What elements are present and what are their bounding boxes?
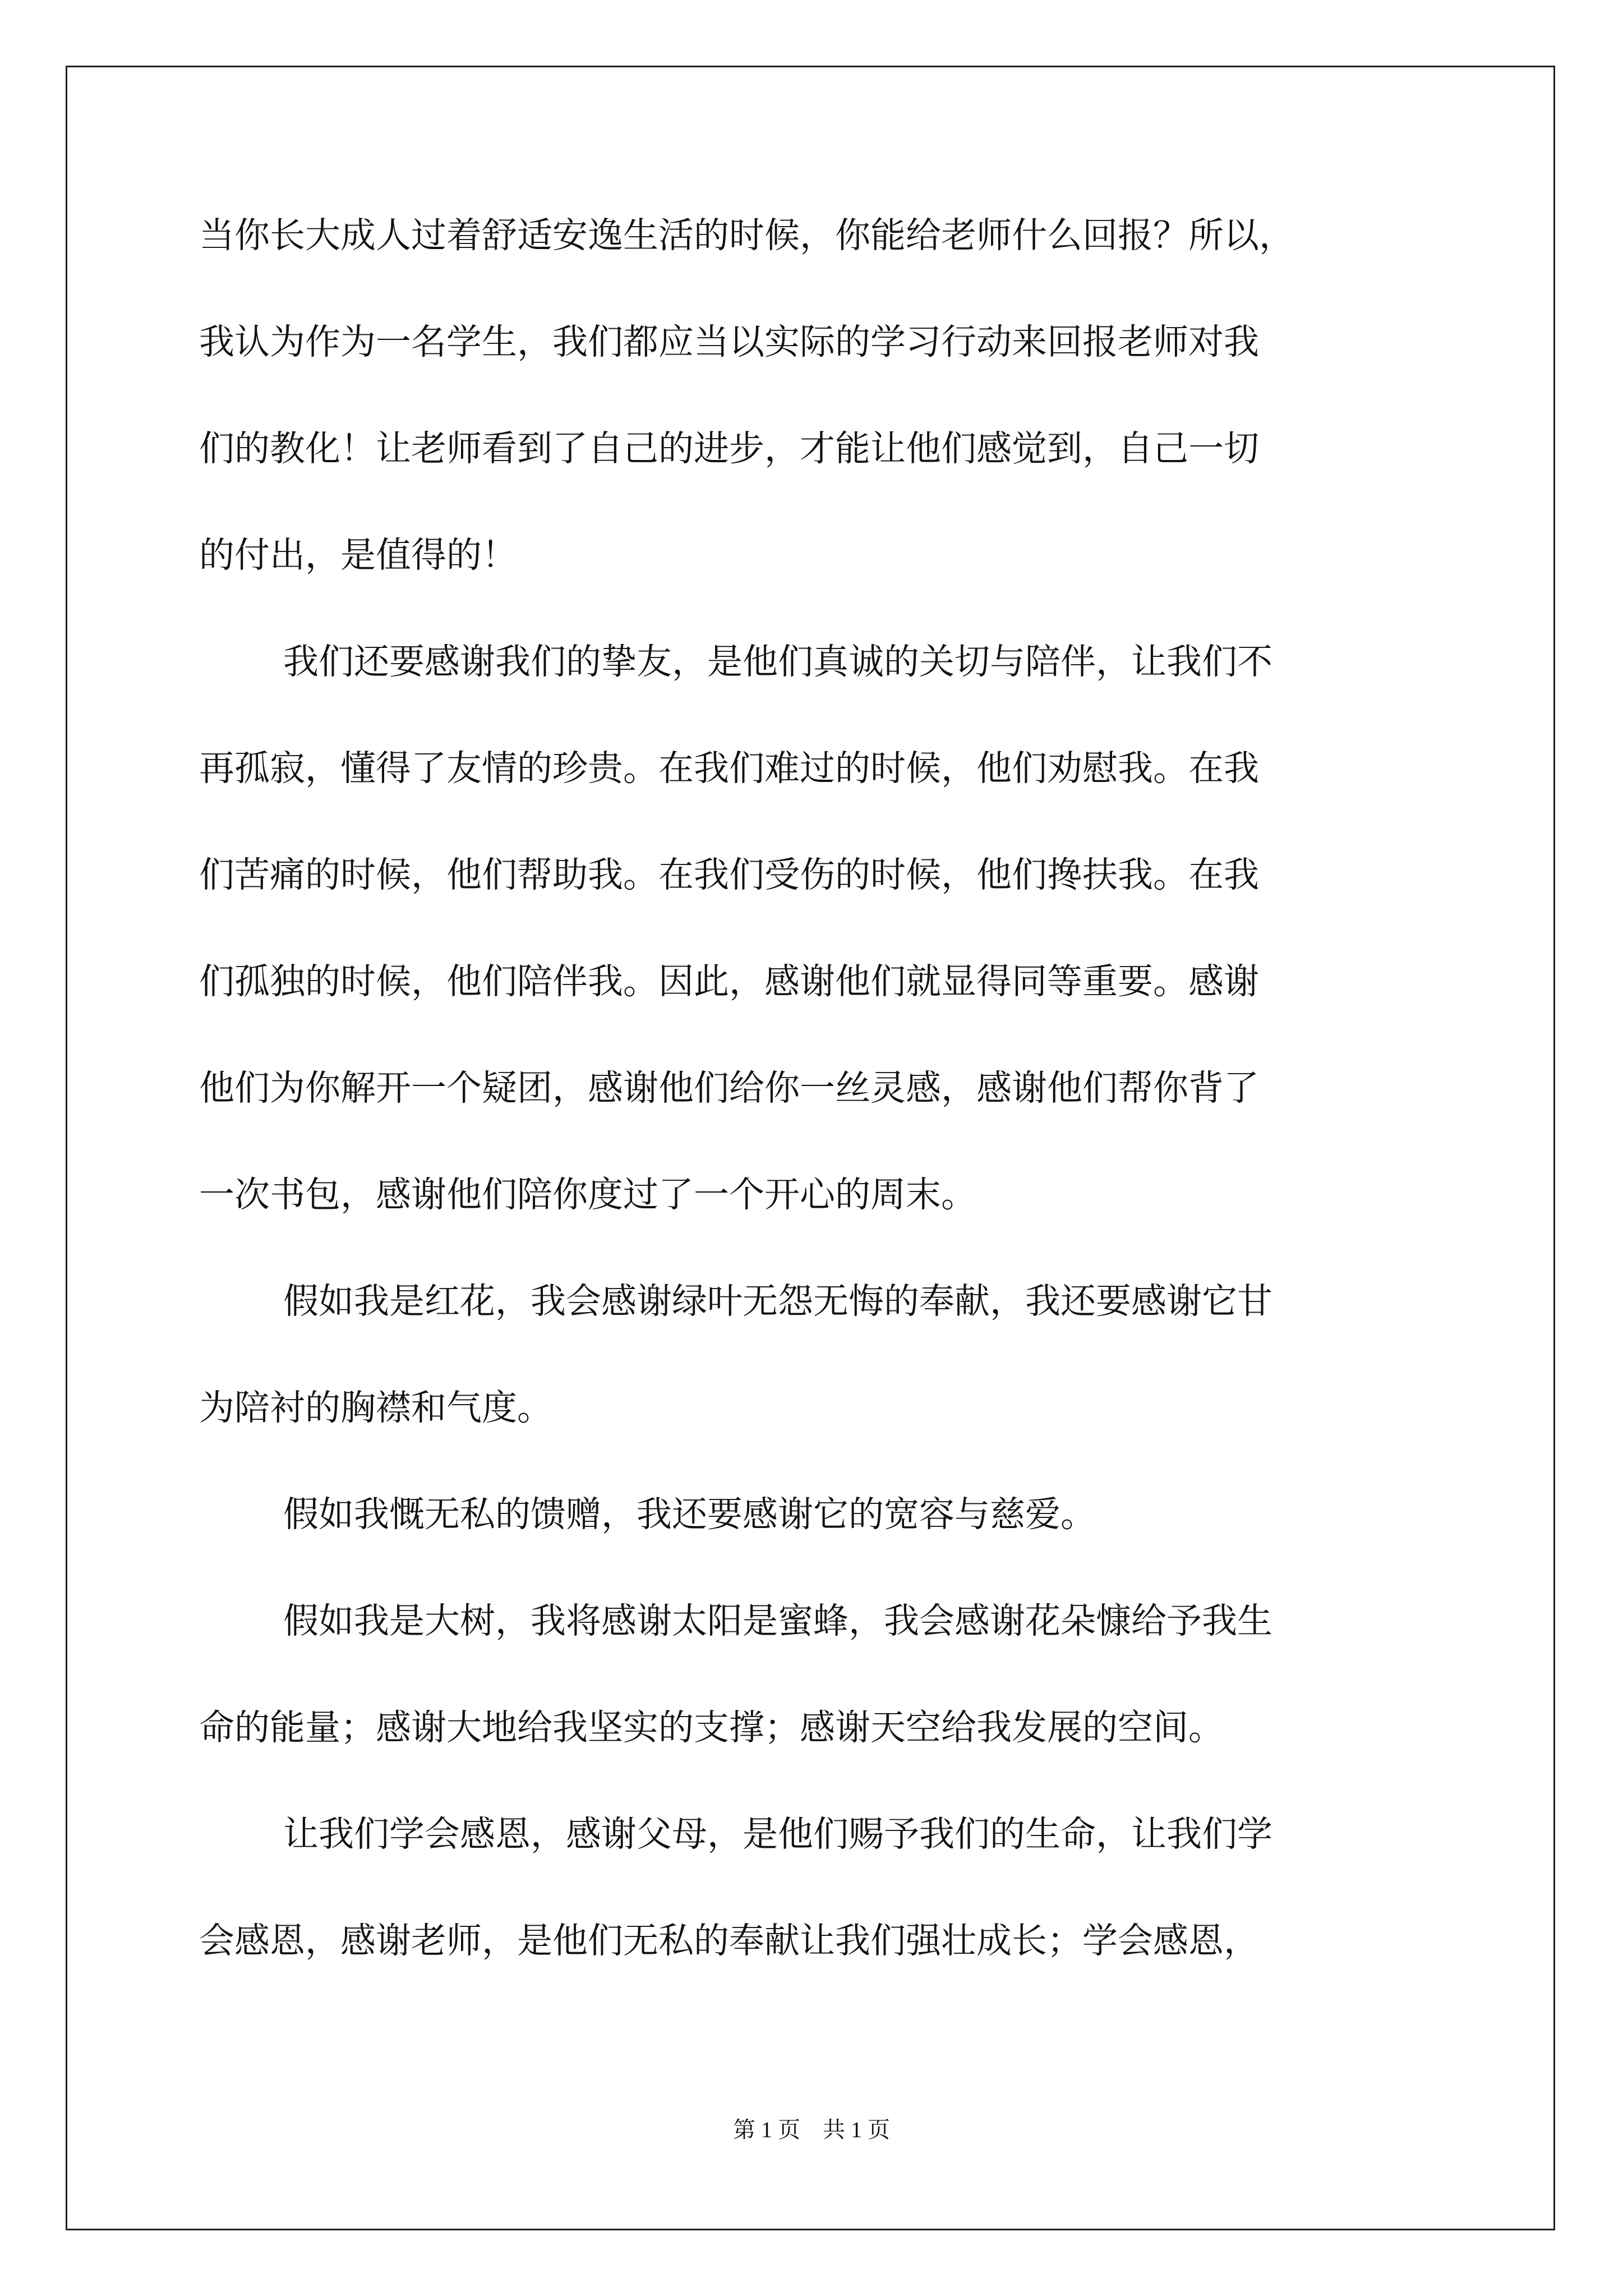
page-border (66, 66, 1555, 2230)
text-line: 们的教化！让老师看到了自己的进步，才能让他们感觉到，自己一切 (199, 428, 1259, 469)
text-line: 的付出，是值得的！ (199, 535, 517, 576)
text-line: 再孤寂，懂得了友情的珍贵。在我们难过的时候，他们劝慰我。在我 (199, 748, 1259, 789)
text-line: 他们为你解开一个疑团，感谢他们给你一丝灵感，感谢他们帮你背了 (199, 1068, 1259, 1108)
text-line: 会感恩，感谢老师，是他们无私的奉献让我们强壮成长；学会感恩， (199, 1920, 1259, 1961)
paragraph-start-line: 假如我慨无私的馈赠，我还要感谢它的宽容与慈爱。 (283, 1494, 1096, 1535)
text-line: 当你长大成人过着舒适安逸生活的时候，你能给老师什么回报？所以， (199, 215, 1294, 256)
text-line: 我认为作为一名学生，我们都应当以实际的学习行动来回报老师对我 (199, 321, 1259, 362)
text-line: 为陪衬的胸襟和气度。 (199, 1387, 552, 1428)
paragraph-start-line: 让我们学会感恩，感谢父母，是他们赐予我们的生命，让我们学 (283, 1814, 1272, 1855)
text-line: 们苦痛的时候，他们帮助我。在我们受伤的时候，他们搀扶我。在我 (199, 854, 1259, 895)
page-number-footer: 第 1 页 共 1 页 (733, 2117, 890, 2142)
text-line: 们孤独的时候，他们陪伴我。因此，感谢他们就显得同等重要。感谢 (199, 961, 1259, 1002)
paragraph-start-line: 假如我是红花，我会感谢绿叶无怨无悔的奉献，我还要感谢它甘 (283, 1281, 1272, 1322)
text-line: 一次书包，感谢他们陪你度过了一个开心的周末。 (199, 1174, 976, 1215)
text-line: 命的能量；感谢大地给我坚实的支撑；感谢天空给我发展的空间。 (199, 1707, 1224, 1748)
paragraph-start-line: 我们还要感谢我们的挚友，是他们真诚的关切与陪伴，让我们不 (283, 641, 1272, 682)
paragraph-start-line: 假如我是大树，我将感谢太阳是蜜蜂，我会感谢花朵慷给予我生 (283, 1600, 1272, 1641)
